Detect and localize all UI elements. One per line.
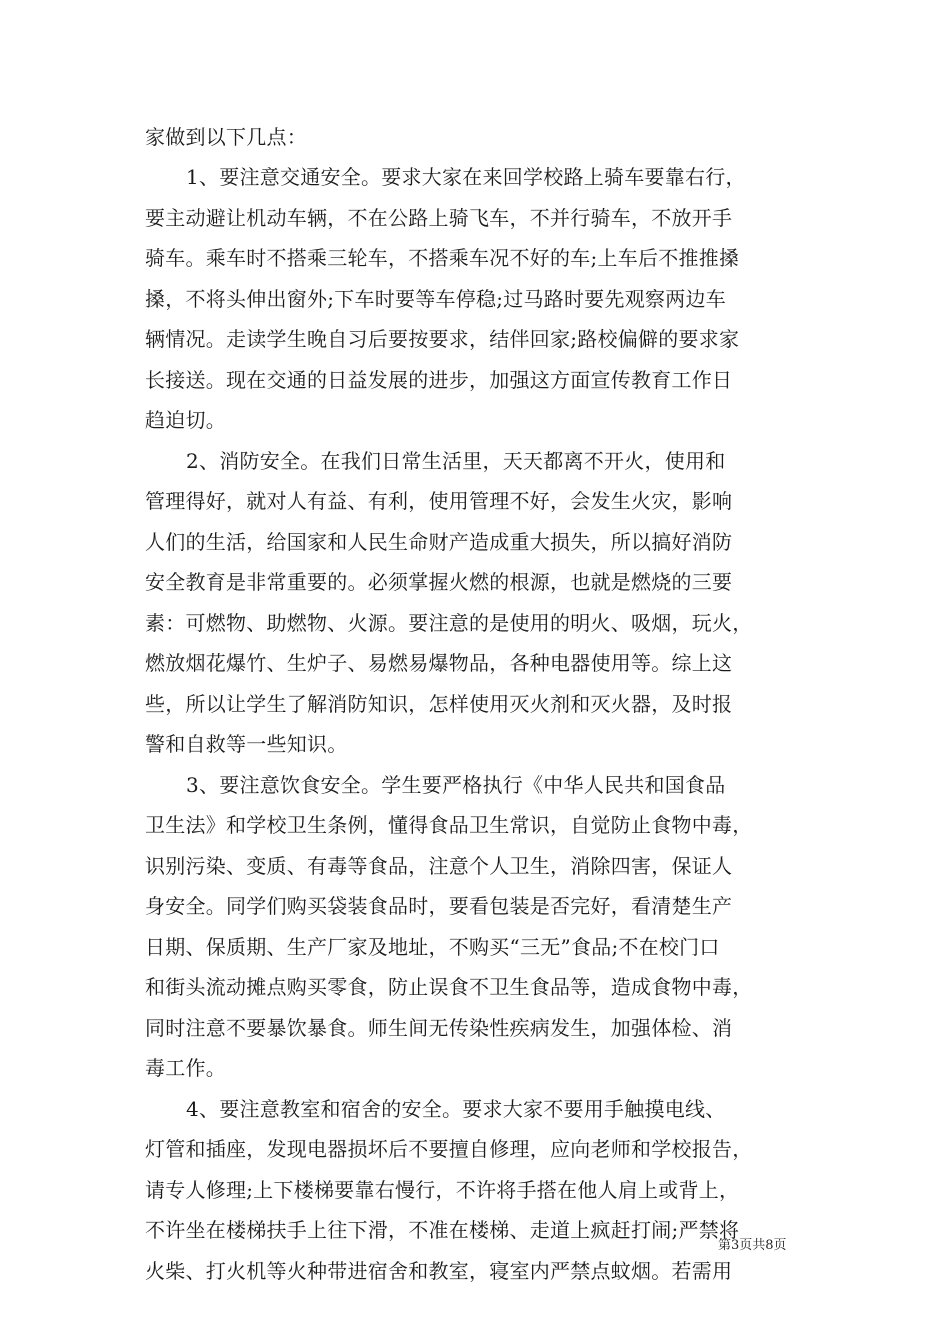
body-text-line: 警和自救等一些知识。: [145, 732, 348, 756]
page-number-footer: 第3页共8页: [718, 1238, 787, 1253]
body-text-line: 家做到以下几点：: [145, 125, 307, 149]
paragraph-2-first-line: 2、消防安全。在我们日常生活里，天天都离不开火，使用和: [186, 449, 726, 473]
body-text-line: 辆情况。走读学生晚自习后要按要求，结伴回家;路校偏僻的要求家: [145, 327, 740, 351]
body-text-line: 长接送。现在交通的日益发展的进步，加强这方面宣传教育工作日: [145, 368, 733, 392]
body-text-line: 同时注意不要暴饮暴食。师生间无传染性疾病发生，加强体检、消: [145, 1016, 733, 1040]
body-text-line: 要主动避让机动车辆，不在公路上骑飞车，不并行骑车，不放开手: [145, 206, 733, 230]
body-text-line: 素：可燃物、助燃物、火源。要注意的是使用的明火、吸烟，玩火，: [145, 611, 753, 635]
body-text-line: 安全教育是非常重要的。必须掌握火燃的根源，也就是燃烧的三要: [145, 570, 733, 594]
body-text-line: 和街头流动摊点购买零食，防止误食不卫生食品等，造成食物中毒，: [145, 975, 753, 999]
body-text-line: 卫生法》和学校卫生条例，懂得食品卫生常识，自觉防止食物中毒，: [145, 813, 753, 837]
body-text-line: 人们的生活，给国家和人民生命财产造成重大损失，所以搞好消防: [145, 530, 733, 554]
body-text-line: 不许坐在楼梯扶手上往下滑，不准在楼梯、走道上疯赶打闹;严禁将: [145, 1218, 740, 1242]
body-text-line: 身安全。同学们购买袋装食品时，要看包装是否完好，看清楚生产: [145, 894, 733, 918]
body-text-line: 毒工作。: [145, 1056, 226, 1080]
body-text-line: 管理得好，就对人有益、有利，使用管理不好，会发生火灾，影响: [145, 489, 733, 513]
body-text-line: 请专人修理;上下楼梯要靠右慢行，不许将手搭在他人肩上或背上，: [145, 1178, 740, 1202]
body-text-line: 搡，不将头伸出窗外;下车时要等车停稳;过马路时要先观察两边车: [145, 287, 726, 311]
body-text-line: 些，所以让学生了解消防知识，怎样使用灭火剂和灭火器，及时报: [145, 692, 733, 716]
body-text-line: 趋迫切。: [145, 408, 226, 432]
body-text-line: 燃放烟花爆竹、生炉子、易燃易爆物品，各种电器使用等。综上这: [145, 651, 733, 675]
body-text-line: 火柴、打火机等火种带进宿舍和教室，寝室内严禁点蚊烟。若需用: [145, 1259, 733, 1283]
paragraph-4-first-line: 4、要注意教室和宿舍的安全。要求大家不要用手触摸电线、: [186, 1097, 726, 1121]
body-text-line: 日期、保质期、生产厂家及地址，不购买“三无”食品;不在校门口: [145, 935, 720, 959]
paragraph-3-first-line: 3、要注意饮食安全。学生要严格执行《中华人民共和国食品: [186, 773, 726, 797]
paragraph-1-first-line: 1、要注意交通安全。要求大家在来回学校路上骑车要靠右行，: [186, 165, 746, 189]
body-text-line: 灯管和插座，发现电器损坏后不要擅自修理，应向老师和学校报告，: [145, 1137, 753, 1161]
body-text-line: 识别污染、变质、有毒等食品，注意个人卫生，消除四害，保证人: [145, 854, 733, 878]
body-text-line: 骑车。乘车时不搭乘三轮车，不搭乘车况不好的车;上车后不推推搡: [145, 246, 740, 270]
